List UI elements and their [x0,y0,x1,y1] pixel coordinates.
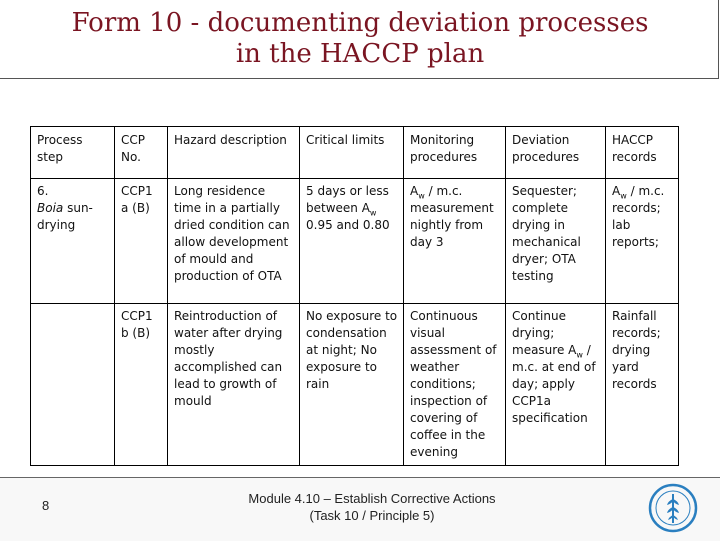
cell-haccp-records: Rainfall records; drying yard records [606,304,679,466]
header-critical-limits: Critical limits [300,127,404,179]
header-hazard-description: Hazard description [168,127,300,179]
cell-ccp-no: CCP1 b (B) [115,304,168,466]
header-process-step: Process step [31,127,115,179]
header-haccp-records: HACCP records [606,127,679,179]
cell-monitoring-procedures: Continuous visual assessment of weather conditions; inspection of covering of coffee in the evening [404,304,506,466]
table-row [31,179,679,304]
cell-critical-limits: No exposure to condensation at night; No exposure to rain [300,304,404,466]
cell-deviation-procedures: Sequester; complete drying in mechanical dryer; OTA testing [506,179,606,304]
header-deviation-procedures: Deviation procedures [506,127,606,179]
cell-monitoring-procedures: $A_w / m.c$. measurement nightly from day 3 [404,179,506,304]
page-number: 8 [42,498,50,513]
footer-module-caption [212,490,532,524]
cell-haccp-records: $A_w / m.c$. records; lab reports; [606,179,679,304]
slide-title [0,8,720,70]
cell-critical-limits: 5 days or less between $A_w$ 0.95 and 0.80 [300,179,404,304]
footer-line-2: (Task 10 / Principle 5) [309,508,435,523]
table-header-row [31,127,679,179]
haccp-form-table [30,126,679,466]
cell-hazard-description: Long residence time in a partially dried condition can allow development of mould and production of OTA [168,179,300,304]
cell-deviation-procedures: Continue drying; measure $A_w / m.c$. at end of day; apply CCP1a specification [506,304,606,466]
slide-title-line-1: Form 10 - documenting deviation processes [71,8,649,38]
header-ccp-no: CCP No. [115,127,168,179]
footer-line-1: Module 4.10 – Establish Corrective Actions [248,491,496,506]
header-monitoring-procedures: Monitoring procedures [404,127,506,179]
cell-process-step [31,304,115,466]
cell-ccp-no: CCP1 a (B) [115,179,168,304]
cell-process-step: 6. Boia sun-drying [31,179,115,304]
table-row [31,304,679,466]
cell-hazard-description: Reintroduction of water after drying mostly accomplished can lead to growth of mould [168,304,300,466]
slide-title-line-2: in the HACCP plan [235,39,485,69]
fao-logo-icon [648,483,698,533]
